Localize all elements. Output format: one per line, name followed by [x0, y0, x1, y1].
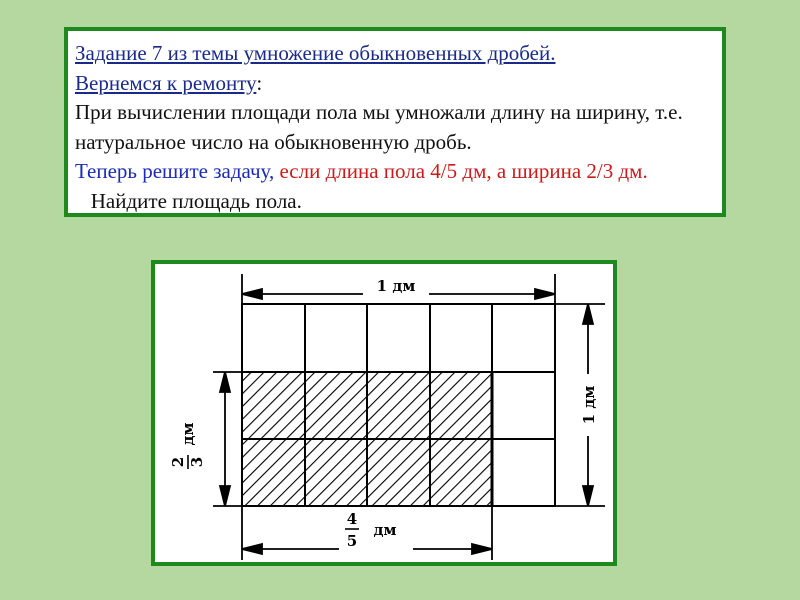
task-question-blue: Теперь решите задачу,	[75, 159, 275, 183]
top-dimension-label: 1 дм	[376, 277, 416, 295]
task-title-text: Задание 7 из темы умножение обыкновенных дробей.	[75, 41, 556, 65]
task-question-black: Найдите площадь пола.	[75, 188, 302, 213]
task-text-box	[64, 27, 726, 217]
bottom-fraction-denominator: 5	[346, 532, 358, 550]
right-dimension-label: 1 дм	[580, 385, 598, 425]
task-explanation: При вычислении площади пола мы умножали длину на ширину, т.е. натуральное число на обыкновенную дробь.	[75, 100, 683, 154]
bottom-fraction-numerator: 4	[346, 510, 358, 528]
left-fraction-denominator: 3	[188, 456, 206, 468]
bottom-fraction-unit: дм	[373, 521, 397, 539]
figure-box	[151, 260, 617, 566]
task-subtitle-text: Вернемся к ремонту	[75, 70, 257, 95]
left-fraction-numerator: 2	[169, 456, 187, 468]
left-fraction-unit: дм	[179, 422, 197, 446]
task-question	[75, 157, 715, 216]
task-subtitle	[75, 69, 715, 99]
task-question-red: если длина пола 4/5 дм, а ширина 2/3 дм.	[274, 159, 648, 183]
floor-diagram	[155, 264, 613, 562]
task-subtitle-colon: :	[256, 70, 263, 95]
task-title	[75, 39, 715, 69]
